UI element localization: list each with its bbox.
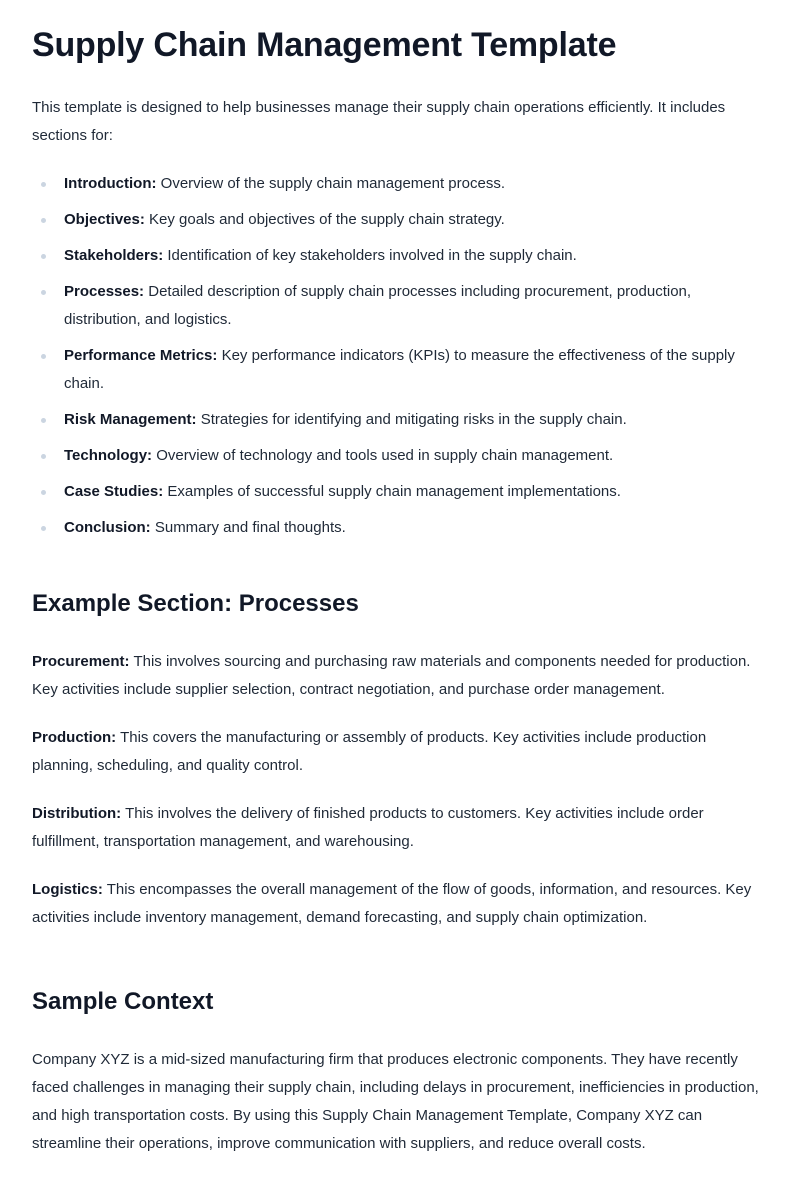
- list-item-term: Technology:: [64, 447, 153, 464]
- page-title: Supply Chain Management Template: [32, 26, 617, 64]
- list-item-risk-management: [64, 406, 768, 434]
- list-item-term: Conclusion:: [64, 519, 151, 536]
- list-item-term: Processes:: [64, 283, 145, 300]
- sample-context-paragraph: Company XYZ is a mid-sized manufacturing firm that produces electronic components. They have recently faced challenges in managing their supply chain, including delays in procurement, inefficiencies in production, and high transportation costs. By using this Supply Chain Management Template, Company XYZ can streamline their operations, improve communication with suppliers, and reduce overall costs.: [32, 1051, 759, 1152]
- list-item-term: Objectives:: [64, 211, 145, 228]
- list-item-desc: Key goals and objectives of the supply chain strategy.: [149, 211, 505, 228]
- list-item-desc: Key performance indicators (KPIs) to measure the effectiveness of the supply chain.: [64, 347, 735, 392]
- example-section-heading: Example Section: Processes: [32, 590, 359, 617]
- list-item-desc: Identification of key stakeholders involved in the supply chain.: [167, 247, 577, 264]
- list-item-desc: Detailed description of supply chain processes including procurement, production, distribution, and logistics.: [64, 283, 692, 328]
- paragraph-desc: This involves sourcing and purchasing raw materials and components needed for production. Key activities include supplier selection, contract negotiation, and purchase order management.: [32, 653, 751, 698]
- logistics-paragraph: [32, 876, 768, 932]
- list-item-term: Introduction:: [64, 175, 157, 192]
- list-item-term: Stakeholders:: [64, 247, 164, 264]
- list-item-desc: Examples of successful supply chain management implementations.: [167, 483, 621, 500]
- list-item-processes: [64, 278, 768, 334]
- paragraph-term: Logistics:: [32, 881, 103, 898]
- paragraph-desc: This covers the manufacturing or assembly of products. Key activities include production planning, scheduling, and quality control.: [32, 729, 707, 774]
- list-item-desc: Overview of technology and tools used in supply chain management.: [156, 447, 614, 464]
- list-item-case-studies: [64, 478, 768, 506]
- paragraph-desc: This encompasses the overall management of the flow of goods, information, and resources. Key activities include inventory management, demand forecasting, and supply chain optimization.: [32, 881, 752, 926]
- list-item-conclusion: [64, 514, 768, 542]
- production-paragraph: [32, 724, 768, 780]
- list-item-term: Risk Management:: [64, 411, 197, 428]
- list-item-stakeholders: [64, 242, 768, 270]
- list-item-objectives: [64, 206, 768, 234]
- list-item-desc: Strategies for identifying and mitigating risks in the supply chain.: [200, 411, 627, 428]
- intro-paragraph: This template is designed to help businesses manage their supply chain operations efficiently. It includes sections for:: [32, 99, 726, 144]
- sample-context-heading: Sample Context: [32, 988, 214, 1015]
- list-item-introduction: [64, 170, 768, 198]
- distribution-paragraph: [32, 800, 768, 856]
- procurement-paragraph: [32, 648, 768, 704]
- list-item-performance-metrics: [64, 342, 768, 398]
- list-item-term: Case Studies:: [64, 483, 164, 500]
- paragraph-term: Procurement:: [32, 653, 130, 670]
- sections-list: [32, 170, 768, 542]
- paragraph-term: Distribution:: [32, 805, 122, 822]
- list-item-desc: Summary and final thoughts.: [154, 519, 346, 536]
- paragraph-term: Production:: [32, 729, 117, 746]
- list-item-technology: [64, 442, 768, 470]
- list-item-term: Performance Metrics:: [64, 347, 218, 364]
- paragraph-desc: This involves the delivery of finished products to customers. Key activities include order fulfillment, transportation management, and warehousing.: [32, 805, 704, 850]
- list-item-desc: Overview of the supply chain management process.: [160, 175, 505, 192]
